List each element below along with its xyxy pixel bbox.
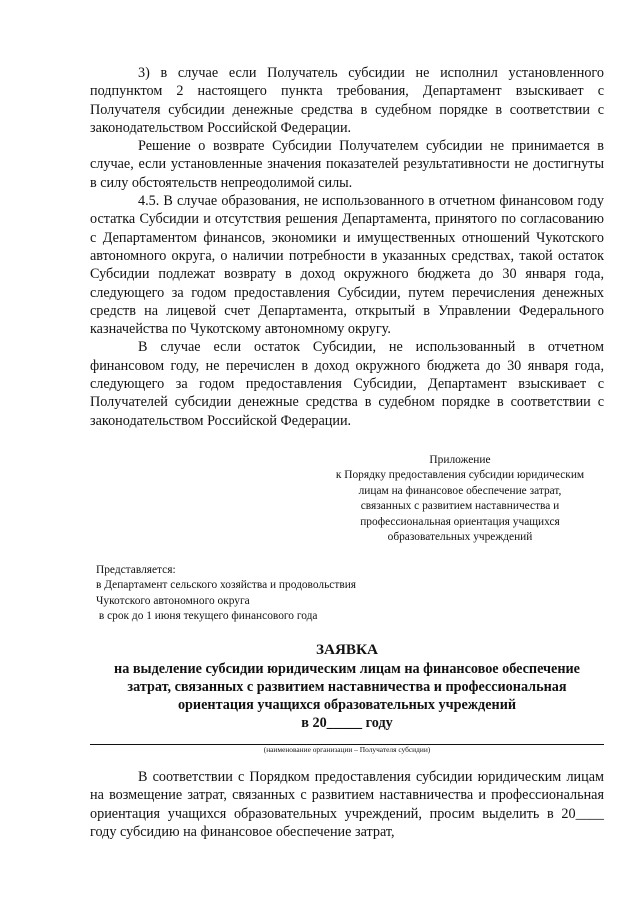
submission-line: в Департамент сельского хозяйства и продовольствия — [96, 579, 357, 592]
appendix-note — [300, 453, 620, 545]
body-paragraph-3: 4.5. В случае образования, не использованного в отчетном финансовом году остатка Субсидии и отсутствия решения Департамента, принятого по согласованию с Департаментом финансов, экономики и имущественных отношений Чукотского автономного округа, о наличии потребности в указанных средствах, такой остаток Субсидии подлежат возврату в доход окружного бюджета до 30 января года, следующего за годом предоставления Субсидии, путем перечисления денежных средств на лицевой счет Департамента, открытый в Управлении Федерального казначейства по Чукотскому автономному округу. — [90, 193, 604, 338]
submission-line: в срок до 1 июня текущего финансового года — [96, 610, 318, 623]
application-title-block — [90, 641, 604, 732]
appendix-line: образовательных учреждений — [387, 531, 533, 544]
request-paragraph: В соответствии с Порядком предоставления субсидии юридическим лицам на возмещение затрат, связанных с развитием наставничества и профессиональная ориентация учащихся образовательных учреждений, просим выделить в 20____ году субсидию на финансовое обеспечение затрат, — [90, 769, 604, 840]
body-paragraph-2: Решение о возврате Субсидии Получателем субсидии не принимается в случае, если установленные значения показателей результативности не достигнуты в силу обстоятельств непреодолимой силы. — [90, 138, 604, 191]
appendix-line: профессиональная ориентация учащихся — [360, 515, 560, 528]
application-year-line: в 20_____ году — [301, 715, 393, 732]
appendix-line: лицам на финансовое обеспечение затрат, — [358, 484, 562, 497]
submission-line: Представляется: — [96, 564, 176, 576]
application-subtitle-line: ориентация учащихся образовательных учреждений — [177, 697, 517, 714]
appendix-line: связанных с развитием наставничества и — [360, 500, 560, 513]
appendix-heading: Приложение — [429, 454, 491, 466]
body-paragraph-4: В случае если остаток Субсидии, не использованный в отчетном финансовом году, не перечислен в доход окружного бюджета до 30 января года, следующего за годом предоставления Субсидии, Департамент взыскивает с Получателей субсидии денежные средства в судебном порядке в соответствии с законодательством Российской Федерации. — [90, 339, 604, 429]
application-subtitle-line: на выделение субсидии юридическим лицам на финансовое обеспечение — [114, 661, 580, 678]
application-title: ЗАЯВКА — [315, 641, 379, 658]
organization-name-caption: (наименование организации – Получателя субсидии) — [263, 745, 431, 754]
submission-note — [96, 563, 456, 625]
application-subtitle-line: затрат, связанных с развитием наставничества и профессиональная — [127, 679, 567, 696]
request-text-block — [90, 768, 604, 841]
body-text-block — [90, 64, 604, 430]
body-paragraph-1: 3) в случае если Получатель субсидии не исполнил установленного подпунктом 2 настоящего пункта требования, Департамент взыскивает с Получателя субсидии денежные средства в судебном порядке в соответствии с законодательством Российской Федерации. — [90, 65, 604, 136]
submission-line: Чукотского автономного округа — [96, 594, 250, 607]
appendix-line: к Порядку предоставления субсидии юридическим — [335, 469, 585, 482]
